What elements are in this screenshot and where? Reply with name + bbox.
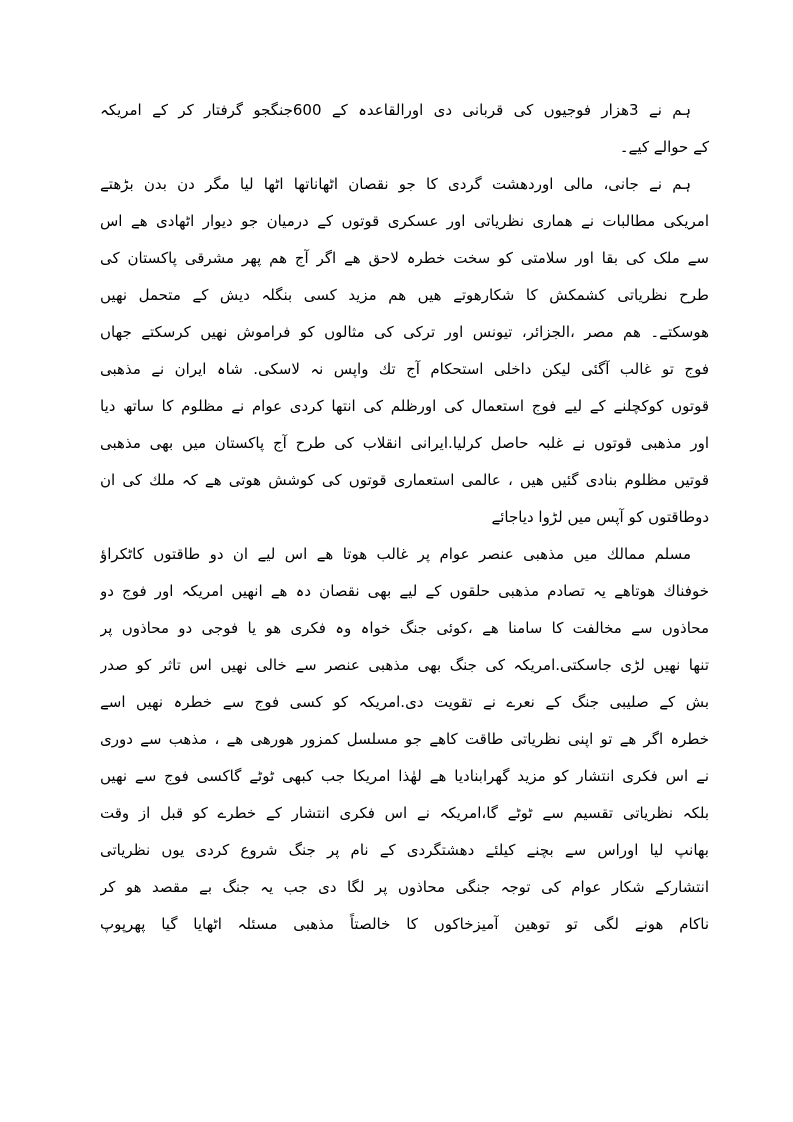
document-body [100,92,709,943]
text-line: خوفناك ھوتاھے یہ تصادم مذھبی حلقوں کے لیے بھی نقصان دہ ھے انھیں امریکہ اور فوج دو [100,582,709,600]
text-line: انتشارکے شکار عوام کی توجہ جنگی محاذوں پر لگا دی جب یہ جنگ بے مقصد ھو کر [100,878,709,896]
text-line: فوج تو غالب آگئی لیکن داخلی استحکام آج تك واپس نہ لاسکی. شاہ ایران نے مذھبی [100,360,709,378]
text-line: سے ملک کی بقا اور سلامتی کو سخت خطرہ لاحق ھے اگر آج ھم پھر مشرقی پاکستان کی [100,249,709,267]
text-line: قوتیں مظلوم بنادی گئیں ھیں ، عالمی استعماری قوتوں کی کوشش ھوتی ھے کہ ملك کی ان [100,471,709,489]
paragraph-1 [100,92,709,166]
text-line: خطرہ اگر ھے تو اپنی نظریاتی طاقت کاھے جو مسلسل کمزور ھورھی ھے ، مذھب سے دوری [100,730,709,748]
text-line: بھانپ لیا اوراس سے بچنے کیلئے دھشتگردی کے نام پر جنگ شروع کردی یوں نظریاتی [100,841,709,859]
text-line: دوطاقتوں کو آپس میں لڑوا دیاجائے [491,508,709,526]
text-line: نے اس فکری انتشار کو مزید گھرابنادیا ھے لھٰذا امریکا جب کبھی ٹوٹے گاکسی فوج سے نھیں [100,767,709,785]
text-line: ہم نے 3ھزار فوجیوں کی قربانی دی اورالقاعدہ کے 600جنگجو گرفتار کر کے امریکہ [100,101,691,119]
text-line: تنھا نھیں لڑی جاسکتی.امریکہ کی جنگ بھی مذھبی عنصر سے خالی نھیں اس تاثر کو صدر [100,656,709,674]
text-line: مسلم ممالك میں مذھبی عنصر عوام پر غالب ھوتا ھے اس لیے ان دو طاقتوں کاٹکراؤ [100,545,691,563]
text-line: قوتوں کوکچلنے کے لیے فوج استعمال کی اورظلم کی انتھا کردی عوام نے مظلوم کا ساتھ دیا [100,397,709,415]
text-line: ھوسکتے۔ ھم مصر ،الجزائر، تیونس اور ترکی کی مثالوں کو فراموش نھیں کرسکتے جھاں [100,323,709,341]
text-line: ناکام ھونے لگی تو توھین آمیزخاکوں کا خالصتاً مذھبی مسئلہ اٹھایا گیا پھرپوپ [100,915,709,933]
text-line: اور مذھبی قوتوں نے غلبہ حاصل کرلیا.ایرانی انقلاب کی طرح آج پاکستان میں بھی مذھبی [100,434,709,452]
text-line: کے حوالے کیے۔ [619,138,709,156]
text-line: طرح نظریاتی کشمکش کا شکارھوتے ھیں ھم مزید کسی بنگلہ دیش کے متحمل نھیں [100,286,709,304]
text-line: بلکہ نظریاتی تقسیم سے ٹوٹے گا،امریکہ نے اس فکری انتشار کے خطرے کو قبل از وقت [100,804,709,822]
text-line: بش کے صلیبی جنگ کے نعرے نے تقویت دی.امریکہ کو کسی فوج سے خطرہ نھیں اسے [100,693,709,711]
text-line: محاذوں سے مخالفت کا سامنا ھے ،کوئی جنگ خواہ وہ فکری ھو یا فوجی دو محاذوں پر [100,619,709,637]
paragraph-3 [100,536,709,943]
text-line: ہم نے جانی، مالی اوردھشت گردی کا جو نقصان اٹھاناتھا اٹھا لیا مگر دن بدن بڑھتے [100,175,691,193]
paragraph-2 [100,166,709,536]
text-line: امریکی مطالبات نے ھماری نظریاتی اور عسکری قوتوں کے درمیان جو دیوار اٹھادی ھے اس [100,212,709,230]
